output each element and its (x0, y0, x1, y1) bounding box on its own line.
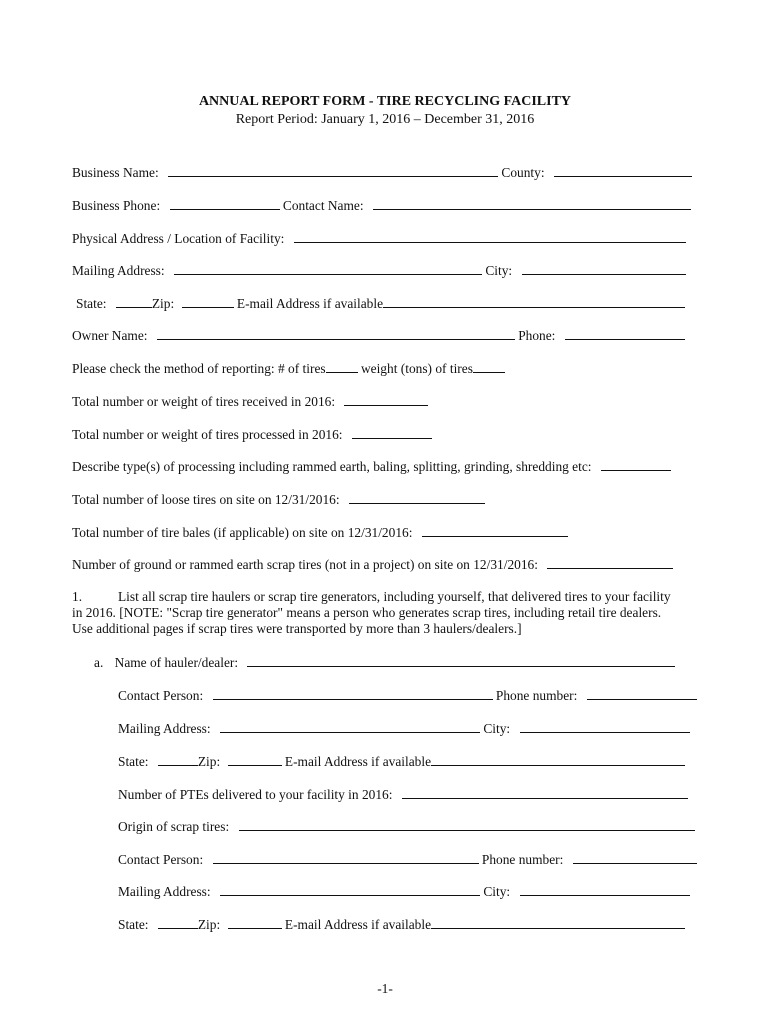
hauler-zip-field[interactable] (228, 753, 282, 766)
method-weight-checkbox[interactable] (473, 360, 505, 373)
hauler-city-2-field[interactable] (520, 883, 690, 896)
physical-address-field[interactable] (294, 230, 686, 243)
ground-tires-label: Number of ground or rammed earth scrap tires (not in a project) on site on 12/31/2016: (72, 557, 538, 572)
section-1-text-3: Use additional pages if scrap tires were transported by more than 3 haulers/dealers.] (72, 621, 522, 636)
row-hauler-ptes (118, 786, 688, 803)
row-ground-tires (72, 556, 673, 573)
zip-field[interactable] (182, 295, 234, 308)
hauler-mailing-2-label: Mailing Address: (118, 884, 211, 899)
hauler-origin-field[interactable] (239, 818, 695, 831)
row-hauler-mailing-2 (118, 883, 690, 900)
tires-processed-field[interactable] (352, 426, 432, 439)
row-mailing-address (72, 262, 686, 279)
business-phone-label: Business Phone: (72, 198, 161, 213)
physical-address-label: Physical Address / Location of Facility: (72, 231, 285, 246)
hauler-contact-field[interactable] (213, 687, 493, 700)
hauler-letter: a. (94, 655, 104, 670)
hauler-email-2-field[interactable] (431, 916, 685, 929)
tires-processed-label: Total number or weight of tires processed in 2016: (72, 427, 343, 442)
hauler-contact-2-field[interactable] (213, 851, 479, 864)
hauler-city-2-label: City: (483, 884, 511, 899)
section-1-line-1 (72, 589, 671, 605)
business-name-field[interactable] (168, 164, 498, 177)
hauler-contact-label: Contact Person: (118, 688, 204, 703)
row-tire-bales (72, 524, 568, 541)
business-name-label: Business Name: (72, 165, 159, 180)
hauler-zip-2-field[interactable] (228, 916, 282, 929)
method-weight-label: weight (tons) of tires (360, 361, 473, 376)
row-processing-types (72, 458, 671, 475)
phone-label: Phone: (518, 328, 556, 343)
processing-types-field[interactable] (601, 458, 671, 471)
owner-name-field[interactable] (157, 327, 515, 340)
loose-tires-label: Total number of loose tires on site on 12/31/2016: (72, 492, 340, 507)
tires-received-field[interactable] (344, 393, 428, 406)
contact-name-field[interactable] (373, 197, 691, 210)
owner-name-label: Owner Name: (72, 328, 148, 343)
hauler-email-field[interactable] (431, 753, 685, 766)
row-hauler-state-zip-2 (118, 916, 685, 933)
form-title: ANNUAL REPORT FORM - TIRE RECYCLING FACILITY (198, 94, 572, 109)
zip-label: Zip: (151, 296, 175, 311)
hauler-email-2-label: E-mail Address if available (284, 917, 432, 932)
processing-types-label: Describe type(s) of processing including rammed earth, baling, splitting, grinding, shredding etc: (72, 459, 592, 474)
section-1-number: 1. (72, 589, 83, 604)
hauler-state-2-label: State: (118, 917, 149, 932)
hauler-origin-label: Origin of scrap tires: (118, 819, 230, 834)
county-label: County: (501, 165, 545, 180)
row-hauler-state-zip (118, 753, 685, 770)
hauler-email-label: E-mail Address if available (284, 754, 432, 769)
hauler-state-2-field[interactable] (158, 916, 198, 929)
city-field[interactable] (522, 262, 686, 275)
hauler-phone-field[interactable] (587, 687, 697, 700)
hauler-phone-label: Phone number: (495, 688, 578, 703)
report-period: Report Period: January 1, 2016 – December 31, 2016 (235, 112, 535, 127)
hauler-name-field[interactable] (247, 654, 675, 667)
business-phone-field[interactable] (170, 197, 280, 210)
row-physical-address (72, 230, 686, 247)
hauler-state-field[interactable] (158, 753, 198, 766)
hauler-mailing-field[interactable] (220, 720, 480, 733)
row-state-zip (76, 295, 685, 312)
hauler-mailing-2-field[interactable] (220, 883, 480, 896)
phone-field[interactable] (565, 327, 685, 340)
state-label: State: (76, 296, 107, 311)
hauler-contact-2-label: Contact Person: (118, 852, 204, 867)
hauler-phone-2-field[interactable] (573, 851, 697, 864)
hauler-zip-2-label: Zip: (197, 917, 221, 932)
city-label: City: (485, 263, 513, 278)
section-1-text-1: List all scrap tire haulers or scrap tire generators, including yourself, that delivered tires to your facility (118, 589, 671, 604)
row-owner-name (72, 327, 685, 344)
row-hauler-name (94, 654, 675, 671)
county-field[interactable] (554, 164, 692, 177)
row-hauler-mailing (118, 720, 690, 737)
row-tires-received (72, 393, 428, 410)
method-tires-label: Please check the method of reporting: # of tires (72, 361, 326, 376)
email-label: E-mail Address if available (236, 296, 384, 311)
tires-received-label: Total number or weight of tires received in 2016: (72, 394, 336, 409)
hauler-city-label: City: (483, 721, 511, 736)
hauler-ptes-label: Number of PTEs delivered to your facility in 2016: (118, 787, 393, 802)
hauler-state-label: State: (118, 754, 149, 769)
mailing-address-field[interactable] (174, 262, 482, 275)
hauler-mailing-label: Mailing Address: (118, 721, 211, 736)
hauler-zip-label: Zip: (197, 754, 221, 769)
row-reporting-method (72, 360, 505, 377)
row-loose-tires (72, 491, 485, 508)
hauler-name-label: Name of hauler/dealer: (114, 655, 239, 670)
row-hauler-contact (118, 687, 697, 704)
hauler-ptes-field[interactable] (402, 786, 688, 799)
email-field[interactable] (383, 295, 685, 308)
row-hauler-origin (118, 818, 695, 835)
tire-bales-field[interactable] (422, 524, 568, 537)
contact-name-label: Contact Name: (282, 198, 364, 213)
loose-tires-field[interactable] (349, 491, 485, 504)
row-business-name (72, 164, 692, 181)
row-business-phone (72, 197, 691, 214)
row-hauler-contact-2 (118, 851, 697, 868)
tire-bales-label: Total number of tire bales (if applicable) on site on 12/31/2016: (72, 525, 413, 540)
method-tires-checkbox[interactable] (326, 360, 358, 373)
mailing-address-label: Mailing Address: (72, 263, 165, 278)
state-field[interactable] (116, 295, 152, 308)
hauler-phone-2-label: Phone number: (481, 852, 564, 867)
row-tires-processed (72, 426, 432, 443)
section-1-text-2: in 2016. [NOTE: "Scrap tire generator" means a person who generates scrap tires, including retail tire dealers. (72, 605, 662, 620)
hauler-city-field[interactable] (520, 720, 690, 733)
page-number: -1- (377, 981, 393, 996)
ground-tires-field[interactable] (547, 556, 673, 569)
